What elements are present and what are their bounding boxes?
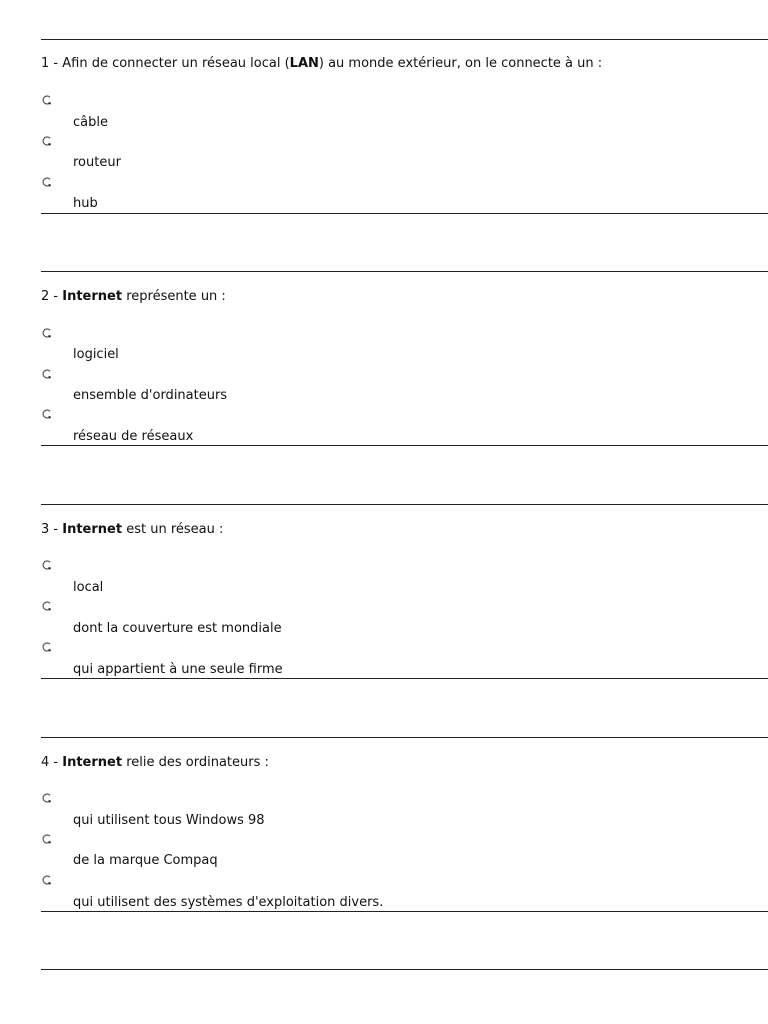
option-label: qui appartient à une seule firme	[73, 662, 283, 677]
option-label: routeur	[73, 155, 121, 170]
radio-icon[interactable]	[41, 327, 53, 339]
radio-icon[interactable]	[41, 135, 53, 147]
divider	[41, 911, 768, 912]
radio-icon[interactable]	[41, 368, 53, 380]
radio-icon[interactable]	[41, 176, 53, 188]
radio-icon[interactable]	[41, 792, 53, 804]
radio-icon[interactable]	[41, 641, 53, 653]
divider	[41, 678, 768, 679]
divider	[41, 737, 768, 738]
option-label: logiciel	[73, 347, 119, 362]
question-text: 3 - Internet est un réseau :	[41, 522, 224, 537]
divider	[41, 445, 768, 446]
radio-icon[interactable]	[41, 94, 53, 106]
radio-icon[interactable]	[41, 559, 53, 571]
question-text: 4 - Internet relie des ordinateurs :	[41, 755, 269, 770]
divider	[41, 39, 768, 40]
divider	[41, 504, 768, 505]
option-label: dont la couverture est mondiale	[73, 621, 282, 636]
option-label: ensemble d'ordinateurs	[73, 388, 228, 403]
radio-icon[interactable]	[41, 408, 53, 420]
option-label: de la marque Compaq	[73, 853, 218, 868]
divider	[41, 213, 768, 214]
question-text: 1 - Afin de connecter un réseau local (LAN) au monde extérieur, on le connecte à un :	[41, 56, 603, 71]
radio-icon[interactable]	[41, 600, 53, 612]
option-label: qui utilisent tous Windows 98	[73, 813, 265, 828]
radio-icon[interactable]	[41, 874, 53, 886]
option-label: câble	[73, 115, 108, 130]
option-label: local	[73, 580, 104, 595]
option-label: qui utilisent des systèmes d'exploitation divers.	[73, 895, 384, 910]
radio-icon[interactable]	[41, 833, 53, 845]
option-label: réseau de réseaux	[73, 429, 194, 444]
option-label: hub	[73, 196, 98, 211]
question-text: 2 - Internet représente un :	[41, 289, 226, 304]
divider	[41, 969, 768, 970]
divider	[41, 271, 768, 272]
